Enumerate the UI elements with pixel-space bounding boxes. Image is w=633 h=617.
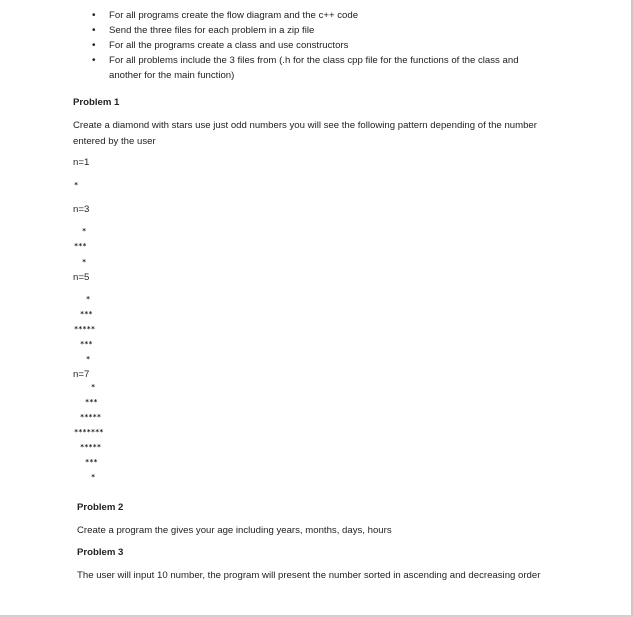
problem-1-title: Problem 1 [73,97,120,108]
bullet-item [92,8,542,23]
problem-1-text: Create a diamond with stars use just odd numbers you will see the following pattern depending of the number entered by the user [73,120,537,147]
problem-2-title: Problem 2 [77,502,124,513]
pattern-label: n=5 [73,272,90,283]
star-row: * [82,227,87,235]
star-row: * [91,473,96,481]
pattern-label: n=7 [73,369,90,380]
bullet-text: Send the three files for each problem in a zip file [109,25,315,36]
problem-2-text: Create a program the gives your age including years, months, days, hours [77,525,392,536]
star-row: * [91,383,96,391]
pattern-label: n=3 [73,204,90,215]
bullet-item [92,53,542,83]
star-row: ******* [74,428,104,436]
bullet-icon: • [92,40,96,51]
bullet-icon: • [92,10,96,21]
bullet-text: For all programs create the flow diagram and the c++ code [109,10,359,21]
star-row: ***** [80,443,102,451]
bullet-icon: • [92,25,96,36]
star-row: *** [74,242,87,250]
star-row: *** [80,310,93,318]
bullet-icon: • [92,55,96,66]
star-row: ***** [80,413,102,421]
pattern-label: n=1 [73,157,90,168]
star-row: * [86,355,91,363]
bullet-text: For all problems include the 3 files from (.h for the class cpp file for the functions of the class and another for the main function) [109,55,519,81]
star-row: *** [85,398,98,406]
problem-3-title: Problem 3 [77,547,124,558]
bullet-item [92,38,542,53]
star-row: * [74,181,79,189]
star-row: * [86,295,91,303]
star-row: *** [80,340,93,348]
bullet-text: For all the programs create a class and use constructors [109,40,349,51]
bullet-item [92,23,542,38]
star-row: ***** [74,325,96,333]
star-row: * [82,258,87,266]
star-row: *** [85,458,98,466]
problem-3-text: The user will input 10 number, the program will present the number sorted in ascending and decreasing order [77,570,541,581]
requirements-list [92,8,542,83]
